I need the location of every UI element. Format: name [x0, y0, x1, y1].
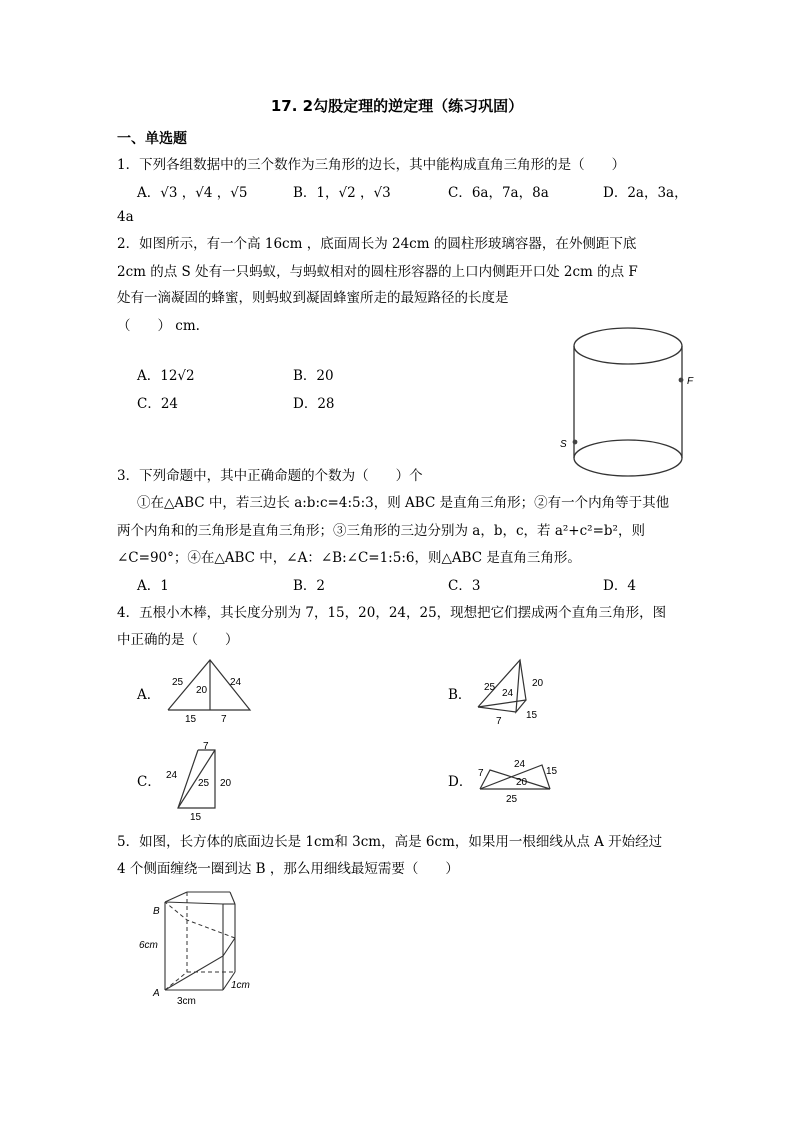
cuboid-figure — [135, 892, 265, 1012]
cuboid-label-6cm: 6cm — [139, 940, 158, 951]
q3-option-c[interactable]: C．3 — [448, 578, 481, 594]
q2-option-a[interactable]: A．12√2 — [137, 368, 195, 384]
q2-line-2: 2cm 的点 S 处有一只蚂蚁，与蚂蚁相对的圆柱形容器的上口内侧距开口处 2cm 的点 F — [117, 264, 638, 280]
q2-line-4: （ ） cm. — [117, 318, 200, 334]
q4-figure-d — [470, 752, 570, 807]
q2-line-1: 2．如图所示，有一个高 16cm ，底面周长为 24cm 的圆柱形玻璃容器，在外侧距下底 — [117, 236, 637, 252]
q3-stem: 3．下列命题中，其中正确命题的个数为（ ）个 — [117, 468, 423, 484]
q1-option-d[interactable]: D．2a，3a， — [603, 185, 688, 201]
q2-line-3: 处有一滴凝固的蜂蜜，则蚂蚁到凝固蜂蜜所走的最短路径的长度是 — [117, 290, 509, 306]
q4d-label-15: 15 — [546, 766, 558, 777]
q3-line-3: ∠C=90°；④在△ABC 中，∠A：∠B:∠C=1:5:6，则△ABC 是直角三角形。 — [117, 550, 581, 566]
q4-figure-c — [160, 740, 240, 825]
q4c-label-25: 25 — [198, 778, 210, 789]
q1-option-a[interactable]: A．√3 ，√4 ，√5 — [137, 185, 248, 201]
page-title: 17. 2勾股定理的逆定理（练习巩固） — [270, 97, 524, 115]
q2-option-b[interactable]: B．20 — [293, 368, 334, 384]
cylinder-figure — [560, 320, 700, 485]
q4d-label-25: 25 — [506, 794, 518, 805]
q3-option-b[interactable]: B．2 — [293, 578, 326, 594]
q1-option-b[interactable]: B．1，√2 ，√3 — [293, 185, 391, 201]
q1-option-c[interactable]: C．6a，7a，8a — [448, 185, 549, 201]
q4-option-b[interactable]: B． — [448, 687, 472, 703]
cuboid-label-1cm: 1cm — [231, 980, 250, 991]
q4a-label-24: 24 — [230, 677, 242, 688]
q4-option-a[interactable]: A． — [137, 687, 161, 703]
cuboid-label-3cm: 3cm — [177, 996, 196, 1007]
q4a-label-25: 25 — [172, 677, 184, 688]
q4b-label-25: 25 — [484, 682, 496, 693]
q5-line-1: 5．如图，长方体的底面边长是 1cm和 3cm，高是 6cm，如果用一根细线从点 A 开始经过 — [117, 834, 663, 850]
figure-label-f: F — [687, 376, 694, 387]
q4c-label-20: 20 — [220, 778, 232, 789]
q5-line-2: 4 个侧面缠绕一圈到达 B ，那么用细线最短需要（ ） — [117, 861, 459, 877]
q4-option-d[interactable]: D． — [448, 774, 473, 790]
q4c-label-24: 24 — [166, 770, 178, 781]
q4a-label-20: 20 — [196, 685, 208, 696]
q1-option-d-cont: 4a — [117, 209, 134, 225]
q4c-label-7: 7 — [203, 741, 209, 752]
q4-figure-a — [160, 655, 260, 730]
q3-line-1: ①在△ABC 中，若三边长 a:b:c=4:5:3，则 ABC 是直角三角形；②有一个内角等于其他 — [137, 495, 670, 511]
q2-option-c[interactable]: C．24 — [137, 396, 179, 412]
q4-line-1: 4．五根小木棒，其长度分别为 7，15，20，24，25，现想把它们摆成两个直角三角形，图 — [117, 605, 667, 621]
q4b-label-20: 20 — [532, 678, 544, 689]
q4-option-c[interactable]: C． — [137, 774, 161, 790]
cuboid-label-a: A — [153, 988, 160, 999]
q4-figure-b — [470, 652, 560, 732]
q3-line-2: 两个内角和的三角形是直角三角形；③三角形的三边分别为 a，b，c，若 a²+c²=b²，则 — [117, 523, 645, 539]
q4b-label-15: 15 — [526, 710, 538, 721]
figure-label-s: S — [560, 439, 567, 450]
q1-stem: 1．下列各组数据中的三个数作为三角形的边长，其中能构成直角三角形的是（ ） — [117, 157, 626, 173]
q3-option-d[interactable]: D．4 — [603, 578, 636, 594]
q4c-label-15: 15 — [190, 812, 202, 823]
q4b-label-24: 24 — [502, 688, 514, 699]
q2-option-d[interactable]: D．28 — [293, 396, 335, 412]
q4-line-2: 中正确的是（ ） — [117, 632, 239, 648]
q4d-label-20: 20 — [516, 777, 528, 788]
section-heading: 一、单选题 — [117, 131, 187, 147]
q4d-label-24: 24 — [514, 759, 526, 770]
cuboid-label-b: B — [153, 906, 160, 917]
q3-option-a[interactable]: A．1 — [137, 578, 169, 594]
q4a-label-7: 7 — [221, 714, 227, 725]
q4d-label-7: 7 — [478, 768, 484, 779]
q4b-label-7: 7 — [496, 716, 502, 727]
q4a-label-15: 15 — [185, 714, 197, 725]
